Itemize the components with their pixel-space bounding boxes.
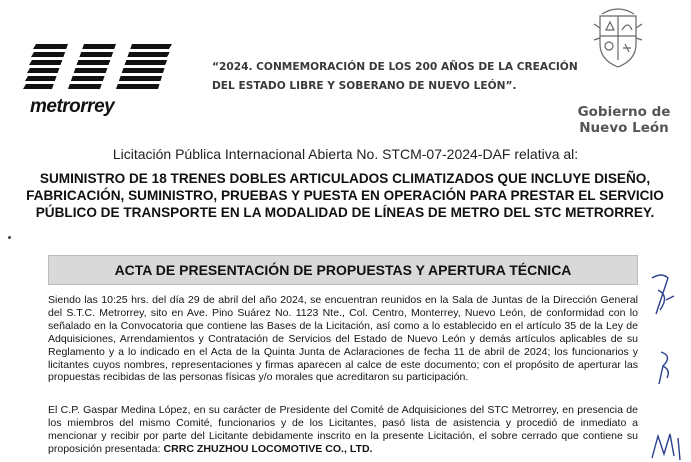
paragraph-1: Siendo las 10:25 hrs. del día 29 de abril del año 2024, se encuentran reunidos en la Sala de Juntas de la Dirección General del S.T.C. Metrorrey, sito en Ave. Pino Suárez No. 1123 Nte., Col. Centro, Monterrey, Nuevo León, de conformidad con lo señalado en la Convocatoria que contiene las Bases de la Licitación, así como a lo establecido en el artículo 35 de la Ley de Adquisiciones, Arrendamientos y Contratación de Servicios del Estado de Nuevo León y demás artículos aplicables de su Reglamento y a lo indicado en el Acta de la Quinta Junta de Aclaraciones de fecha 11 de abril de 2024; los funcionarios y licitantes cuyos nombres, representaciones y firmas aparecen al calce de este documento; con el propósito de aperturar las propuestas recibidas de las personas físicas y/o morales que acreditaron su participación.: [48, 294, 638, 384]
slogan-text: “2024. CONMEMORACIÓN DE LOS 200 AÑOS DE LA CREACIÓN DEL ESTADO LIBRE Y SOBERANO DE NUEVO LEÓN”.: [212, 61, 578, 92]
gobierno-nuevo-leon-logo: [572, 104, 676, 136]
paragraph-2: [48, 404, 638, 456]
margin-signature-2: [655, 348, 677, 388]
acta-title-box: ACTA DE PRESENTACIÓN DE PROPUESTAS Y APERTURA TÉCNICA: [48, 255, 638, 285]
margin-signature-1: [648, 270, 678, 318]
subject-title: SUMINISTRO DE 18 TRENES DOBLES ARTICULADOS CLIMATIZADOS QUE INCLUYE DISEÑO, FABRICACIÓN, SUMINISTRO, PRUEBAS Y PUESTA EN OPERACIÓN PARA PRESTAR EL SERVICIO PÚBLICO DE TRANSPORTE EN LA MODALIDAD DE LÍNEAS DE METRO DEL STC METRORREY.: [26, 171, 664, 220]
coat-of-arms-icon: [590, 4, 646, 70]
scan-speck: [8, 236, 11, 239]
metrorrey-emblem-icon: [22, 36, 182, 96]
gov-line-1: Gobierno de: [577, 104, 671, 120]
margin-signature-3: [650, 428, 684, 462]
metrorrey-wordmark: metrorrey: [30, 96, 115, 117]
company-name: CRRC ZHUZHOU LOCOMOTIVE CO., LTD.: [163, 442, 373, 455]
licitacion-heading: Licitación Pública Internacional Abierta No. STCM-07-2024-DAF relativa al:: [112, 146, 579, 162]
paragraph-2-text: El C.P. Gaspar Medina López, en su carácter de Presidente del Comité de Adquisiciones del STC Metrorrey, en presencia de los miembros del mismo Comité, funcionarios y de los Licitantes, pasó lista de asistencia y procedió de inmediato a mencionar y recibir por parte del Licitante debidamente inscrito en la presente Licitación, el sobre cerrado que contiene su proposición presentada:: [48, 404, 638, 455]
nuevo-leon-coat-of-arms: [590, 4, 646, 70]
gov-line-2: Nuevo León: [579, 120, 669, 136]
